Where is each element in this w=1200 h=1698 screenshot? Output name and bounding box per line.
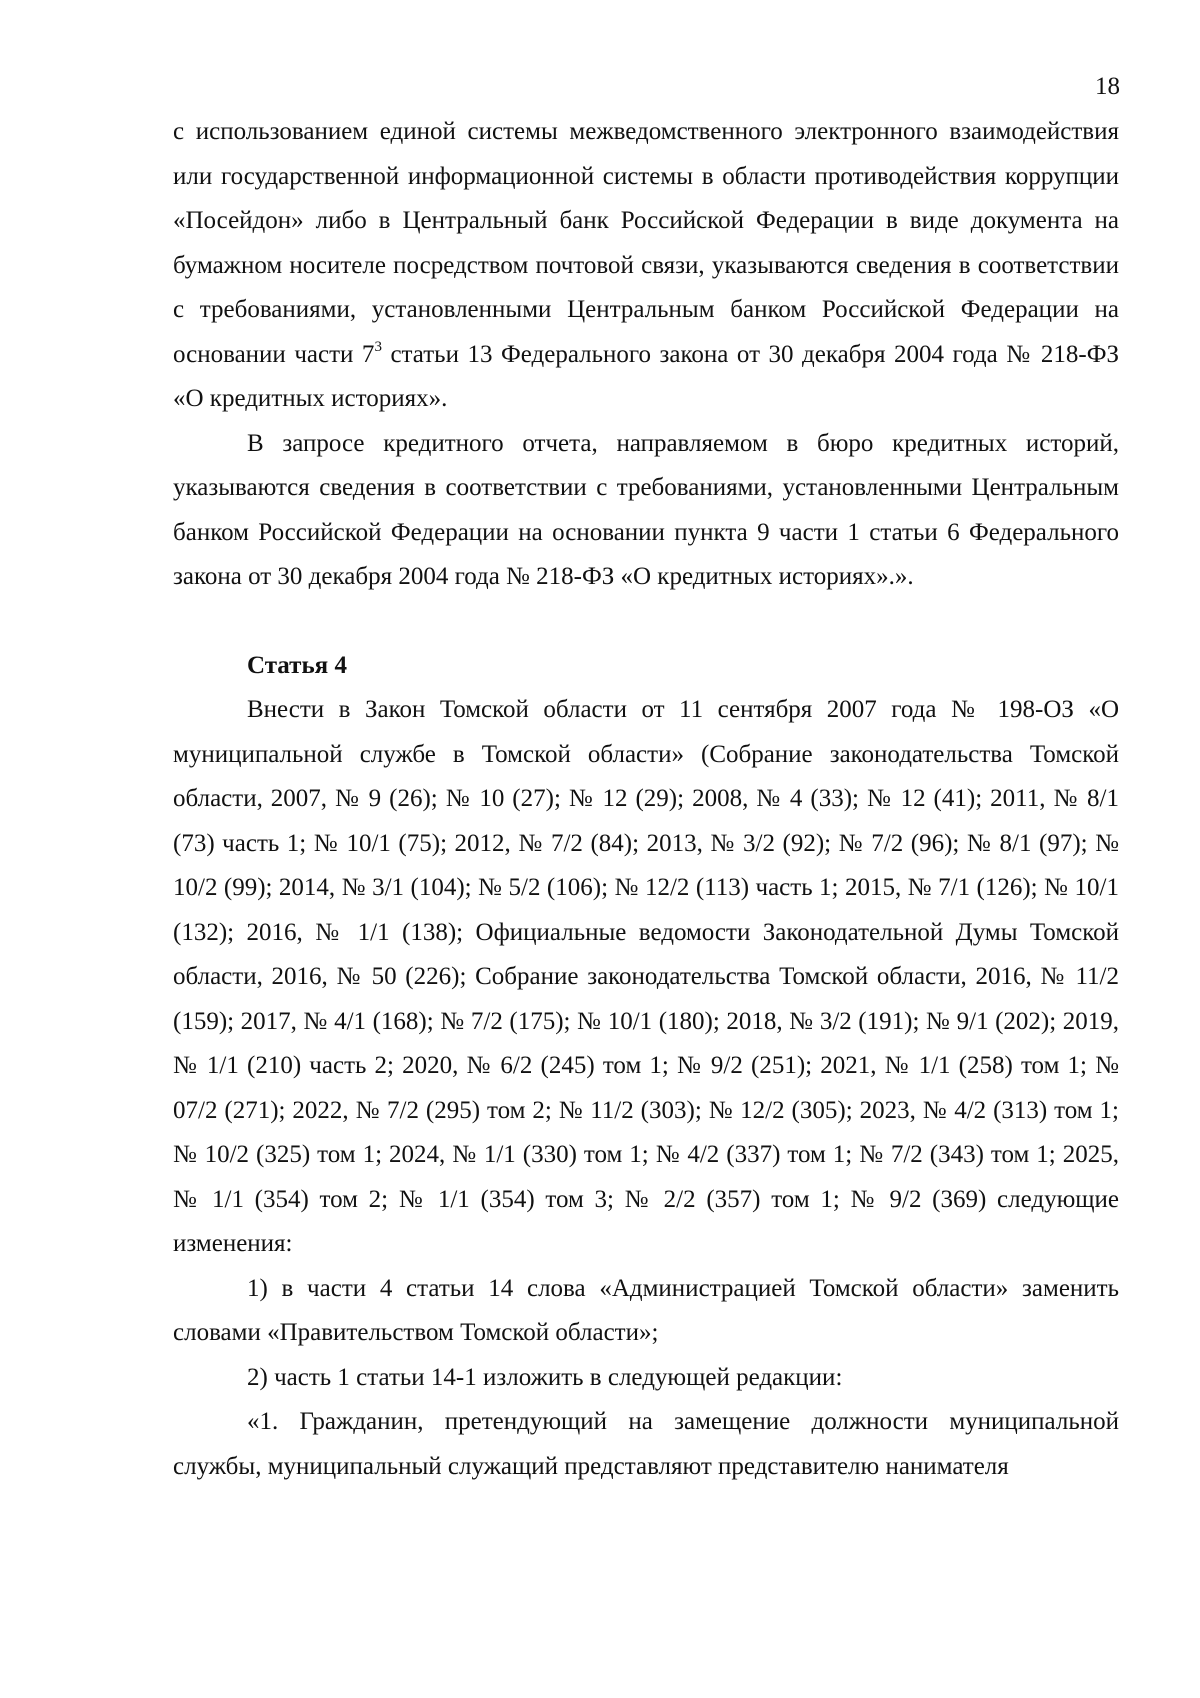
paragraph-amendment-intro: Внести в Закон Томской области от 11 сентября 2007 года № 198-ОЗ «О муниципальной службе в Томской области» (Собрание законодательства Томской области, 2007, № 9 (26); № 10 (27); № 12 (29); 2008, № 4 (33); № 12 (41); 2011, № 8/1 (73) часть 1; № 10/1 (75); 2012, № 7/2 (84); 2013, № 3/2 (92); № 7/2 (96); № 8/1 (97); № 10/2 (99); 2014, № 3/1 (104); № 5/2 (106); № 12/2 (113) часть 1; 2015, № 7/1 (126); № 10/1 (132); 2016, № 1/1 (138); Официальные ведомости Законодательной Думы Томской области, 2016, № 50 (226); Собрание законодательства Томской области, 2016, № 11/2 (159); 2017, № 4/1 (168); № 7/2 (175); № 10/1 (180); 2018, № 3/2 (191); № 9/1 (202); 2019, № 1/1 (210) часть 2; 2020, № 6/2 (245) том 1; № 9/2 (251); 2021, № 1/1 (258) том 1; № 07/2 (271); 2022, № 7/2 (295) том 2; № 11/2 (303); № 12/2 (305); 2023, № 4/2 (313) том 1; № 10/2 (325) том 1; 2024, № 1/1 (330) том 1; № 4/2 (337) том 1; № 7/2 (343) том 1; 2025, № 1/1 (354) том 2; № 1/1 (354) том 3; № 2/2 (357) том 1; № 9/2 (369) следующие изменения: bbox=[173, 696, 1119, 1257]
page-number: 18 bbox=[1095, 73, 1120, 100]
paragraph-item-2: 2) часть 1 статьи 14-1 изложить в следующей редакции: bbox=[247, 1363, 843, 1391]
paragraph-new-wording: «1. Гражданин, претендующий на замещение должности муниципальной службы, муниципальный служащий представляют представителю нанимателя bbox=[173, 1408, 1119, 1480]
article-heading: Статья 4 bbox=[247, 651, 347, 679]
document-body bbox=[173, 110, 1119, 1489]
paragraph-item-1: 1) в части 4 статьи 14 слова «Администрацией Томской области» заменить словами «Правительством Томской области»; bbox=[173, 1274, 1119, 1346]
superscript: 3 bbox=[374, 338, 382, 355]
paragraph-text: с использованием единой системы межведомственного электронного взаимодействия или государственной информационной системы в области противодействия коррупции «Посейдон» либо в Центральный банк Российской Федерации в виде документа на бумажном носителе посредством почтовой связи, указываются сведения в соответствии с требованиями, установленными Центральным банком Российской Федерации на основании части 7 bbox=[173, 118, 1119, 368]
spacer bbox=[173, 600, 1119, 644]
paragraph-credit-report-request: В запросе кредитного отчета, направляемом в бюро кредитных историй, указываются сведения в соответствии с требованиями, установленными Центральным банком Российской Федерации на основании пункта 9 части 1 статьи 6 Федерального закона от 30 декабря 2004 года № 218-ФЗ «О кредитных историях».». bbox=[173, 429, 1119, 590]
paragraph-continuation bbox=[173, 110, 1119, 422]
paragraph-text-tail: статьи 13 Федерального закона от 30 декабря 2004 года № 218-ФЗ «О кредитных историях». bbox=[173, 340, 1120, 412]
